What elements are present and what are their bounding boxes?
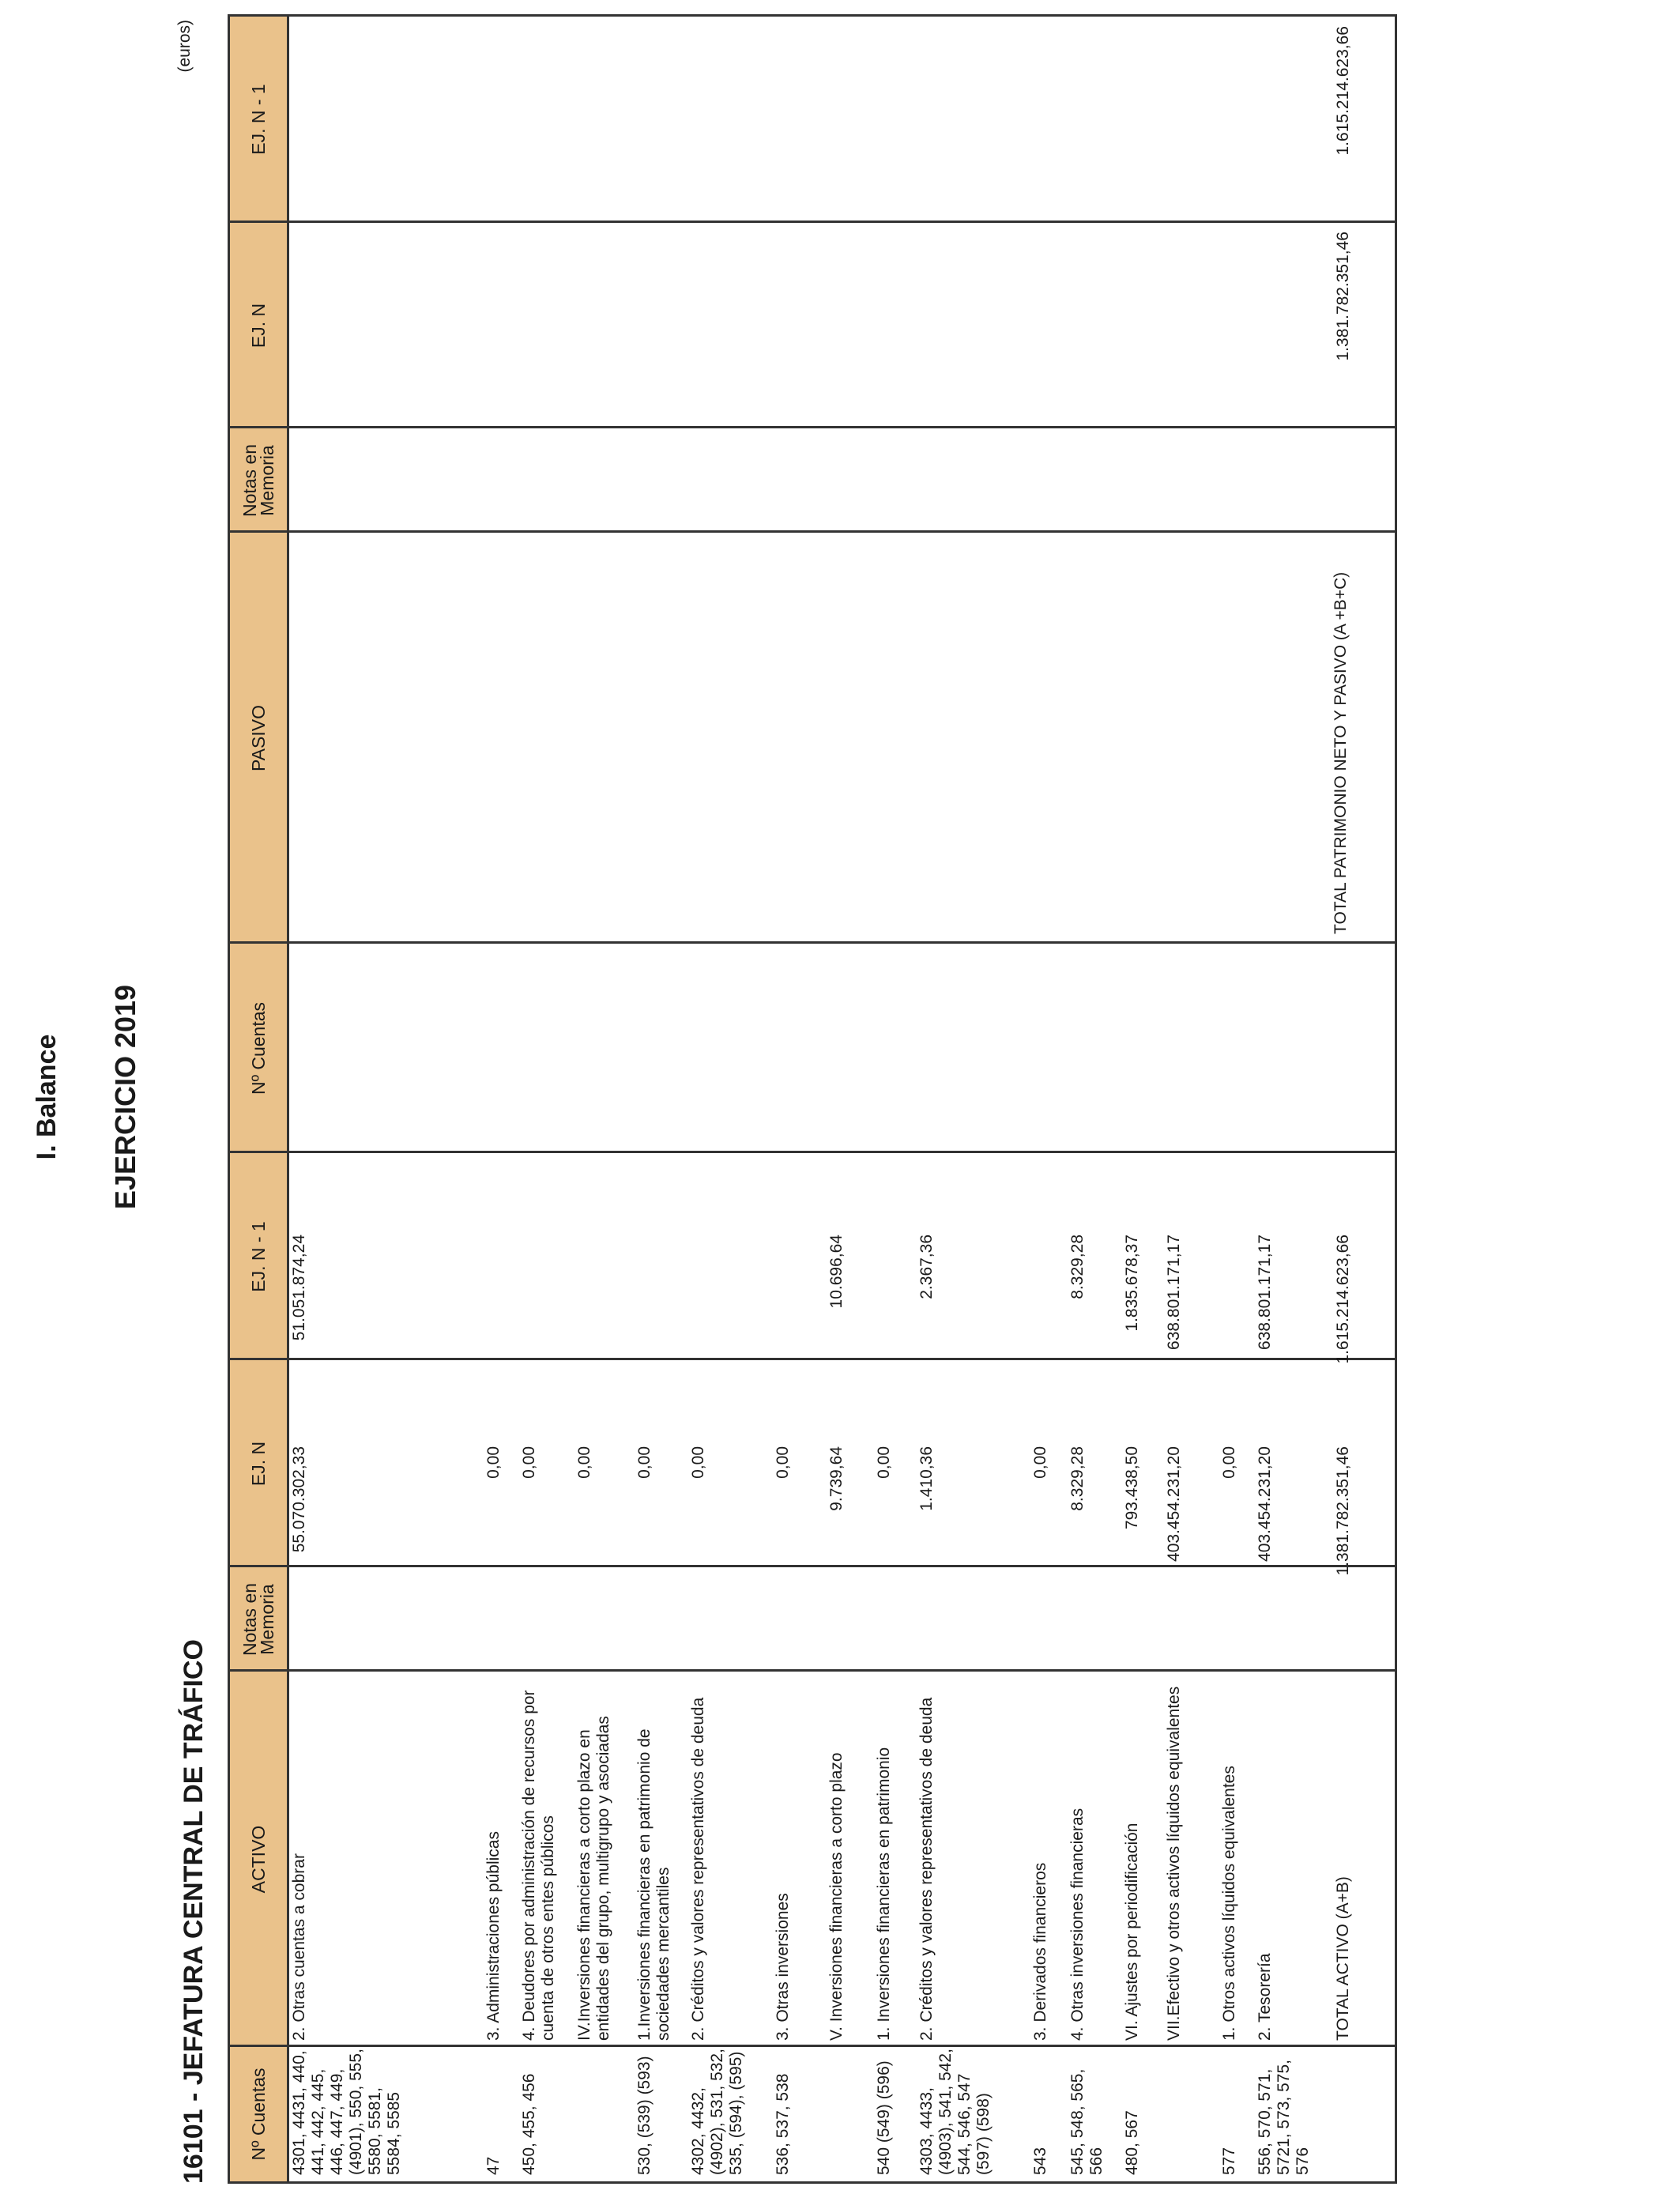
column-divider [230, 2045, 1395, 2047]
row-label: V. Inversiones financieras a corto plazo [827, 1752, 846, 2041]
row-value-n: 793.438,50 [1123, 1446, 1141, 1530]
row-value-n: 8.329,28 [1068, 1446, 1087, 1511]
row-label: 2. Tesorería [1256, 1953, 1274, 2041]
total-activo-n: 1.381.782.351,46 [1334, 1446, 1352, 1576]
total-activo-n1: 1.615.214.623,66 [1334, 1235, 1352, 1364]
row-label: 1. Otros activos líquidos equivalentes [1220, 1766, 1238, 2041]
col-year-n1-activo: EJ. N - 1 [248, 1221, 269, 1292]
total-pasivo-label: TOTAL PATRIMONIO NETO Y PASIVO (A +B+C) [1332, 571, 1350, 934]
column-divider [230, 1151, 1395, 1153]
row-label: VI. Ajustes por periodificación [1123, 1823, 1141, 2041]
row-accounts: 540 (549) (596) [875, 2060, 893, 2175]
column-divider [230, 426, 1395, 428]
col-year-n-activo: EJ. N [248, 1441, 269, 1487]
row-label: 2. Otras cuentas a cobrar [290, 1853, 308, 2041]
row-accounts: 4301, 4431, 440, 441, 442, 445, 446, 447, 449, (4901), 550, 555, 5580, 5581, 5584, 5585 [290, 2049, 403, 2175]
row-value-n: 0,00 [635, 1446, 654, 1479]
row-value-n: 55.070.302,33 [290, 1446, 308, 1553]
row-accounts: 536, 537, 538 [774, 2073, 792, 2175]
row-value-n1: 638.801.171,17 [1165, 1235, 1183, 1350]
page-title: I. Balance [32, 1034, 62, 1160]
row-label: 2. Créditos y valores representativos de deuda [689, 1697, 707, 2041]
row-value-n1: 51.051.874,24 [290, 1235, 308, 1341]
row-value-n: 0,00 [774, 1446, 792, 1479]
entity-name: 16101 - JEFATURA CENTRAL DE TRÁFICO [179, 1639, 209, 2184]
row-value-n1: 10.696,64 [827, 1235, 846, 1309]
row-accounts: 47 [484, 2156, 503, 2175]
col-activo: ACTIVO [248, 1825, 269, 1894]
row-label: 4. Deudores por administración de recursos por cuenta de otros entes públicos [520, 1690, 557, 2041]
row-label: 3. Derivados financieros [1031, 1862, 1049, 2041]
row-accounts: 556, 570, 571, 5721, 573, 575, 576 [1256, 2060, 1312, 2175]
column-divider [230, 941, 1395, 944]
table-header [230, 17, 289, 2181]
fiscal-year-title: EJERCICIO 2019 [109, 984, 141, 1210]
col-pasivo: PASIVO [248, 705, 269, 771]
col-year-n-pasivo: EJ. N [248, 303, 269, 349]
col-accounts-activo: Nº Cuentas [248, 2068, 269, 2161]
row-value-n: 0,00 [875, 1446, 893, 1479]
row-value-n: 403.454.231,20 [1256, 1446, 1274, 1562]
col-notes-activo: Notas en Memoria [239, 1582, 277, 1657]
row-label: 4. Otras inversiones financieras [1068, 1808, 1087, 2041]
row-accounts: 545, 548, 565, 566 [1068, 2068, 1106, 2175]
row-label: VII.Efectivo y otros activos líquidos equivalentes [1165, 1686, 1183, 2041]
row-accounts: 4303, 4433, (4903), 541, 542, 544, 546, 547 (597) (598) [917, 2049, 993, 2175]
row-accounts: 577 [1220, 2147, 1238, 2175]
row-value-n1: 638.801.171,17 [1256, 1235, 1274, 1350]
row-label: 3. Administraciones públicas [484, 1831, 503, 2041]
row-accounts: 4302, 4432, (4902), 531, 532, 535, (594), (595) [689, 2049, 745, 2175]
row-value-n1: 8.329,28 [1068, 1235, 1087, 1299]
row-value-n: 0,00 [1220, 1446, 1238, 1479]
row-label: 2. Créditos y valores representativos de deuda [917, 1697, 936, 2041]
currency-units: (euros) [175, 20, 194, 73]
row-value-n1: 2.367,36 [917, 1235, 936, 1299]
row-value-n: 0,00 [484, 1446, 503, 1479]
row-value-n1: 1.835.678,37 [1123, 1235, 1141, 1332]
row-label: 1.Inversiones financieras en patrimonio de sociedades mercantiles [635, 1728, 672, 2041]
row-label: 1. Inversiones financieras en patrimonio [875, 1747, 893, 2041]
row-accounts: 480, 567 [1123, 2110, 1141, 2175]
total-pasivo-n: 1.381.782.351,46 [1334, 232, 1352, 361]
row-value-n: 403.454.231,20 [1165, 1446, 1183, 1562]
balance-table [228, 14, 1397, 2184]
column-divider [230, 530, 1395, 533]
col-notes-pasivo: Notas en Memoria [239, 443, 277, 518]
row-accounts: 543 [1031, 2147, 1049, 2175]
column-divider [230, 1358, 1395, 1360]
row-value-n: 0,00 [520, 1446, 538, 1479]
row-label: IV.Inversiones financieras a corto plazo en entidades del grupo, multigrupo y asociadas [575, 1716, 612, 2041]
total-pasivo-n1: 1.615.214.623,66 [1334, 26, 1352, 156]
row-value-n: 1.410,36 [917, 1446, 936, 1511]
column-divider [230, 221, 1395, 223]
row-accounts: 450, 455, 456 [520, 2073, 538, 2175]
row-value-n: 0,00 [575, 1446, 593, 1479]
row-label: 3. Otras inversiones [774, 1893, 792, 2041]
col-accounts-pasivo: Nº Cuentas [248, 1001, 269, 1095]
row-value-n: 0,00 [1031, 1446, 1049, 1479]
row-value-n: 0,00 [689, 1446, 707, 1479]
row-accounts: 530, (539) (593) [635, 2056, 654, 2175]
column-divider [230, 1669, 1395, 1672]
row-value-n: 9.739,64 [827, 1446, 846, 1511]
total-activo-label: TOTAL ACTIVO (A+B) [1334, 1876, 1352, 2041]
col-year-n1-pasivo: EJ. N - 1 [248, 84, 269, 155]
